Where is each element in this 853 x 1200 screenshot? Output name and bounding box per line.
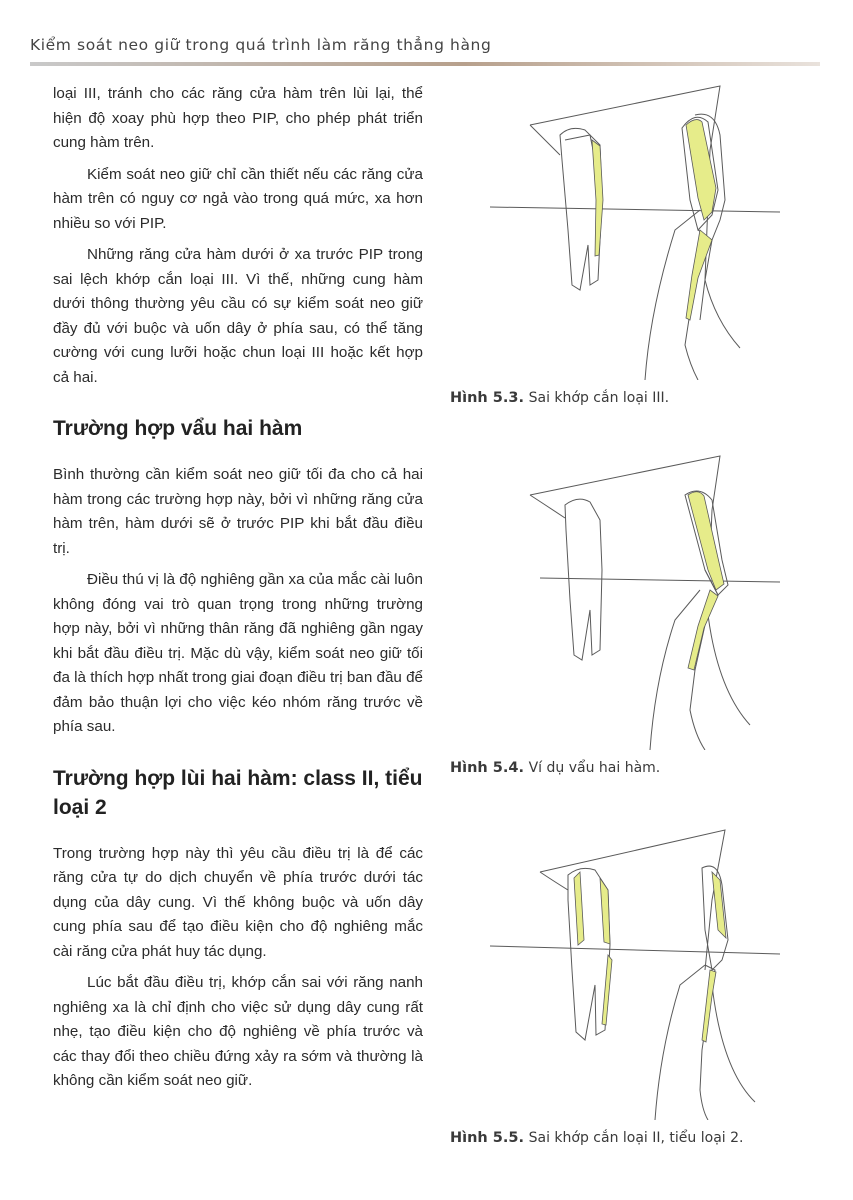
paragraph: Bình thường cần kiểm soát neo giữ tối đa cho cả hai hàm trong các trường hợp này, bởi vì những răng cửa hàm trên, hàm dưới sẽ ở trước PIP khi bắt đầu điều trị. [53, 466, 423, 557]
tooth-diagram-class-ii-div-2 [450, 820, 790, 1120]
section-heading: Trường hợp lùi hai hàm: class II, tiểu loại 2 [53, 766, 423, 819]
tooth-diagram-bimax-protrusion [450, 450, 790, 750]
paragraph: Những răng cửa hàm dưới ở xa trước PIP trong sai lệch khớp cắn loại III. Vì thế, những cung hàm dưới thông thường yêu cầu có sự kiểm soát neo giữ đầy đủ với buộc và uốn dây ở phía sau, có thể tăng cường với cung lưỡi hoặc chun loại III hoặc kết hợp cả hai. [53, 246, 423, 386]
paragraph: loại III, tránh cho các răng cửa hàm trên lùi lại, thể hiện độ xoay phù hợp theo PIP, cho phép phát triển cung hàm trên. [53, 85, 423, 151]
tooth-diagram-class-iii [450, 80, 790, 380]
figure-caption [450, 1130, 790, 1146]
paragraph: Trong trường hợp này thì yêu cầu điều trị là để các răng cửa tự do dịch chuyển về phía trước dưới tác dụng của dây cung. Vì thế không buộc và uốn dây cung phía sau để tạo điều kiện cho độ nghiêng mắc cài răng cửa phát huy tác dụng. [53, 844, 423, 960]
paragraph: Kiểm soát neo giữ chỉ cần thiết nếu các răng cửa hàm trên có nguy cơ ngả vào trong quá mức, xa hơn nhiều so với PIP. [53, 165, 423, 232]
paragraph: Lúc bắt đầu điều trị, khớp cắn sai với răng nanh nghiêng xa là chỉ định cho việc sử dụng dây cung rất nhẹ, tạo điều kiện cho độ nghiêng về phía trước và các thay đổi theo chiều đứng xảy ra sớm và thường là không cần kiểm soát neo giữ. [53, 974, 423, 1089]
left-text-column [53, 82, 423, 1101]
figure-5-4 [450, 450, 790, 776]
section-heading: Trường hợp vẩu hai hàm [53, 417, 303, 440]
caption-text: Sai khớp cắn loại II, tiểu loại 2. [528, 1130, 744, 1146]
figure-5-5 [450, 820, 790, 1146]
caption-label: Hình 5.4. [450, 760, 524, 776]
caption-label: Hình 5.5. [450, 1130, 524, 1146]
caption-text: Ví dụ vẩu hai hàm. [528, 760, 661, 776]
figure-caption [450, 390, 790, 406]
caption-label: Hình 5.3. [450, 390, 524, 406]
figure-5-3 [450, 80, 790, 406]
figure-caption [450, 760, 790, 776]
caption-text: Sai khớp cắn loại III. [528, 390, 670, 406]
running-head: Kiểm soát neo giữ trong quá trình làm răng thẳng hàng [30, 36, 492, 54]
header-rule [30, 62, 820, 66]
paragraph: Điều thú vị là độ nghiêng gần xa của mắc cài luôn không đóng vai trò quan trọng trong những trường hợp này, bởi vì những thân răng đã nghiêng gần ngay khi bắt đầu điều trị. Mặc dù vậy, kiểm soát neo giữ tối đa là thích hợp nhất trong giai đoạn điều trị ban đầu để đảm bảo thuận lợi cho việc kéo nhóm răng trước về phía sau. [53, 571, 423, 735]
